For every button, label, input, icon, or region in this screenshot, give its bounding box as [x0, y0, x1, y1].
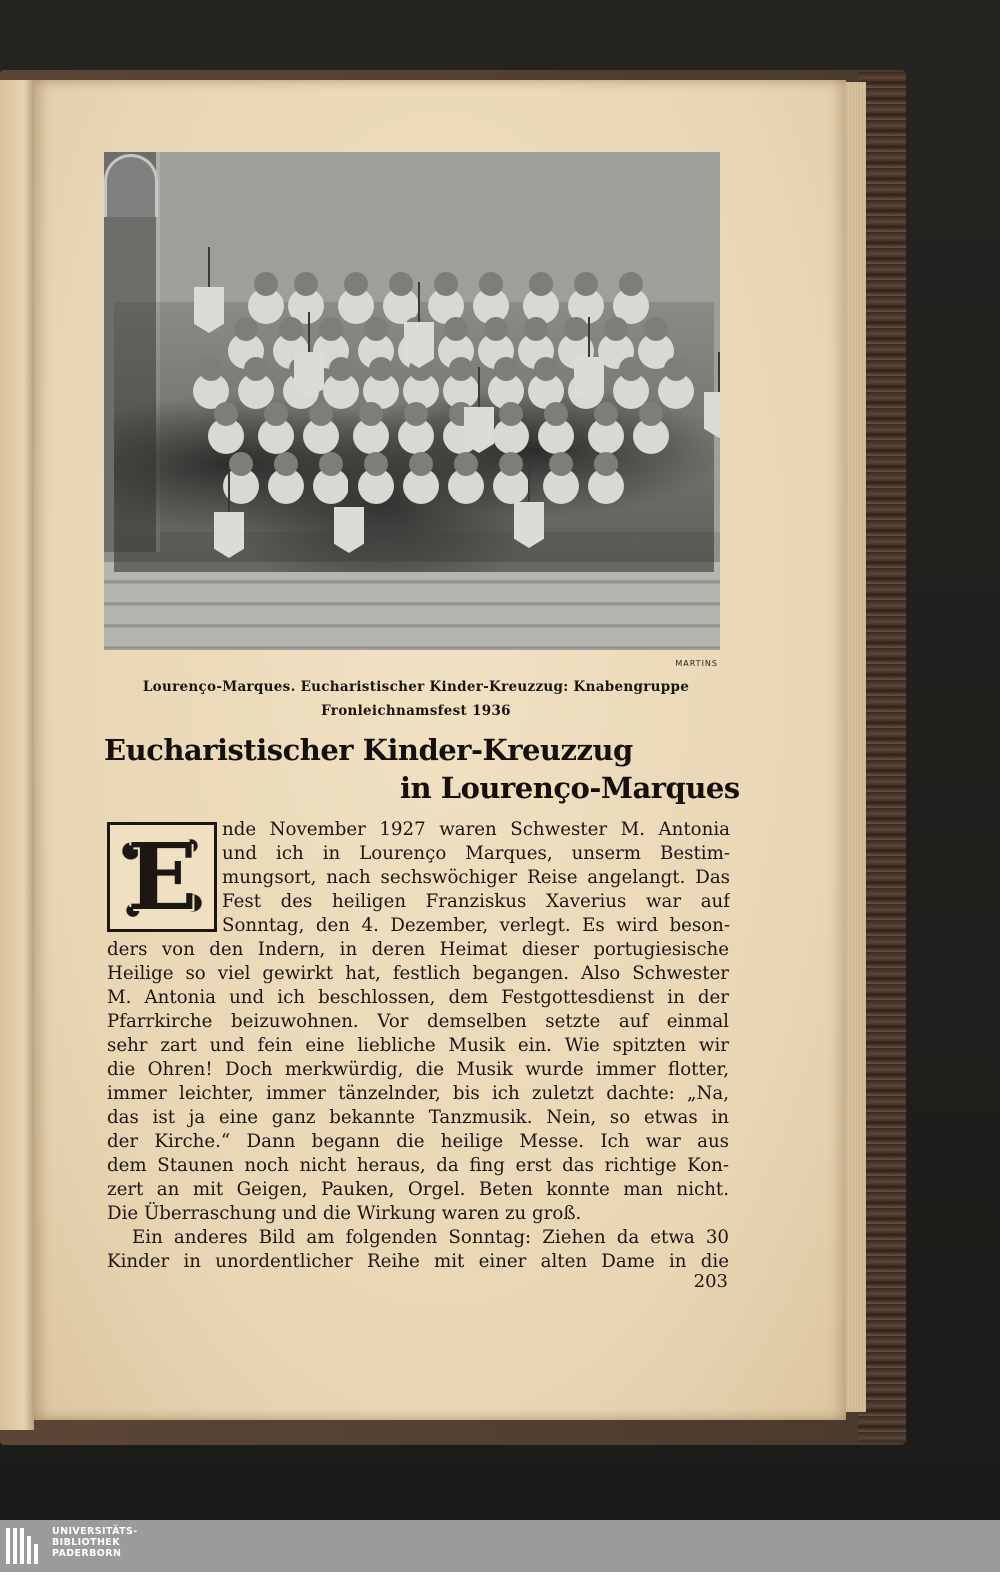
caption-line-1: Lourenço-Marques. Eucharistischer Kinder-Kreuzzug: Knabengruppe	[142, 679, 690, 695]
logo-line-3: PADERBORN	[52, 1548, 122, 1559]
logo-line-1: UNIVERSITÄTS-	[52, 1526, 138, 1537]
body-line: und ich in Lourenço Marques, unserm Bestim-	[222, 843, 730, 864]
photo-child-figure	[549, 452, 573, 476]
body-line: mungsort, nach sechswöchiger Reise angelangt. Das	[222, 867, 730, 888]
body-line: Kinder in unordentlicher Reihe mit einer alten Dame in die	[107, 1251, 729, 1272]
photo-child-figure	[364, 452, 388, 476]
photo-child-figure	[449, 357, 473, 381]
photo-banner	[194, 287, 224, 333]
photo-banner-pole	[478, 367, 480, 411]
photo-child-figure	[529, 272, 553, 296]
photo-child-figure	[479, 272, 503, 296]
photo-child-figure	[319, 317, 343, 341]
photo-banner-pole	[228, 472, 230, 516]
photo-child-figure	[214, 402, 238, 426]
photo-child-figure	[309, 402, 333, 426]
photo-banner	[214, 512, 244, 558]
body-line: Fest des heiligen Franziskus Xaverius war auf	[222, 891, 730, 912]
photo-child-figure	[444, 317, 468, 341]
photo-child-figure	[329, 357, 353, 381]
photo-child-figure	[564, 317, 588, 341]
photo-child-figure	[369, 357, 393, 381]
photo-banner	[574, 357, 604, 403]
photo-child-figure	[619, 357, 643, 381]
photo-child-figure	[524, 317, 548, 341]
photo-child-figure	[274, 452, 298, 476]
photo-banner-pole	[718, 352, 720, 396]
dropcap-letter: E	[126, 823, 198, 931]
library-footer-bar	[0, 1520, 1000, 1572]
photo-child-figure	[499, 402, 523, 426]
photo-child-figure	[279, 317, 303, 341]
photo-child-figure	[644, 317, 668, 341]
photo-banner-pole	[418, 282, 420, 326]
photo-banner-pole	[588, 317, 590, 361]
photo-child-figure	[639, 402, 663, 426]
photo-banner	[334, 507, 364, 553]
photo-child-figure	[494, 357, 518, 381]
photo-child-figure	[359, 402, 383, 426]
photo-child-figure	[434, 272, 458, 296]
body-line: dem Staunen noch nicht heraus, da fing erst das richtige Kon-	[107, 1155, 729, 1176]
photo-banner-pole	[308, 312, 310, 356]
photo-banner-pole	[348, 467, 350, 511]
body-line: ders von den Indern, in deren Heimat dieser portugiesische	[107, 939, 729, 960]
photo-child-figure	[499, 452, 523, 476]
photo-child-figure	[199, 357, 223, 381]
photo-arch	[104, 154, 158, 217]
photo-child-figure	[544, 402, 568, 426]
photo-child-figure	[594, 452, 618, 476]
photo-child-figure	[364, 317, 388, 341]
photo-child-figure	[664, 357, 688, 381]
body-line: Ein anderes Bild am folgenden Sonntag: Ziehen da etwa 30	[132, 1227, 729, 1248]
photo-child-figure	[594, 402, 618, 426]
body-line: Pfarrkirche beizuwohnen. Vor demselben setzte auf einmal	[107, 1011, 729, 1032]
left-page-edge	[0, 80, 34, 1430]
body-line: Sonntag, den 4. Dezember, verlegt. Es wird beson-	[222, 915, 730, 936]
photo-child-figure	[619, 272, 643, 296]
photo-steps	[104, 562, 720, 650]
photo-banner-pole	[528, 462, 530, 506]
caption-line-2: Fronleichnamsfest 1936	[321, 703, 511, 719]
photo-banner	[464, 407, 494, 453]
photo-child-figure	[234, 317, 258, 341]
photo-banner	[404, 322, 434, 368]
photo-child-figure	[344, 272, 368, 296]
photo-credit: MARTINS	[675, 659, 718, 668]
library-logo-text	[52, 1526, 172, 1559]
article-title-line-2: in Lourenço-Marques	[400, 771, 740, 805]
body-line: die Ohren! Doch merkwürdig, die Musik wurde immer flotter,	[107, 1059, 729, 1080]
ornamental-dropcap	[107, 822, 217, 932]
body-line: immer leichter, immer tänzelnder, bis ich zuletzt dachte: „Na,	[107, 1083, 729, 1104]
photo-child-figure	[484, 317, 508, 341]
photo-child-figure	[404, 402, 428, 426]
photo-child-figure	[454, 452, 478, 476]
photo-banner	[294, 352, 324, 398]
group-photo	[104, 152, 720, 650]
photo-child-figure	[319, 452, 343, 476]
photo-banner-pole	[208, 247, 210, 291]
logo-line-2: BIBLIOTHEK	[52, 1537, 120, 1548]
photo-child-figure	[229, 452, 253, 476]
body-line: Heilige so viel gewirkt hat, festlich begangen. Also Schwester	[107, 963, 729, 984]
body-line: Die Überraschung und die Wirkung waren zu groß.	[107, 1203, 582, 1224]
photo-child-figure	[574, 272, 598, 296]
article-title-line-1: Eucharistischer Kinder-Kreuzzug	[104, 733, 633, 767]
photo-child-figure	[604, 317, 628, 341]
body-line: M. Antonia und ich beschlossen, dem Festgottesdienst in der	[107, 987, 729, 1008]
body-line: sehr zart und fein eine liebliche Musik ein. Wie spitzten wir	[107, 1035, 729, 1056]
photo-child-figure	[534, 357, 558, 381]
body-line: zert an mit Geigen, Pauken, Orgel. Beten konnte man nicht.	[107, 1179, 729, 1200]
library-logo-icon	[6, 1528, 46, 1564]
photo-child-figure	[254, 272, 278, 296]
photo-child-figure	[389, 272, 413, 296]
body-line: der Kirche.“ Dann begann die heilige Messe. Ich war aus	[107, 1131, 729, 1152]
photo-caption	[104, 675, 728, 723]
photo-child-figure	[409, 452, 433, 476]
photo-child-figure	[244, 357, 268, 381]
body-line: nde November 1927 waren Schwester M. Antonia	[222, 819, 730, 840]
photo-child-figure	[264, 402, 288, 426]
page-number: 203	[693, 1271, 728, 1292]
photo-banner	[514, 502, 544, 548]
photo-child-figure	[294, 272, 318, 296]
body-line: das ist ja eine ganz bekannte Tanzmusik. Nein, so etwas in	[107, 1107, 729, 1128]
